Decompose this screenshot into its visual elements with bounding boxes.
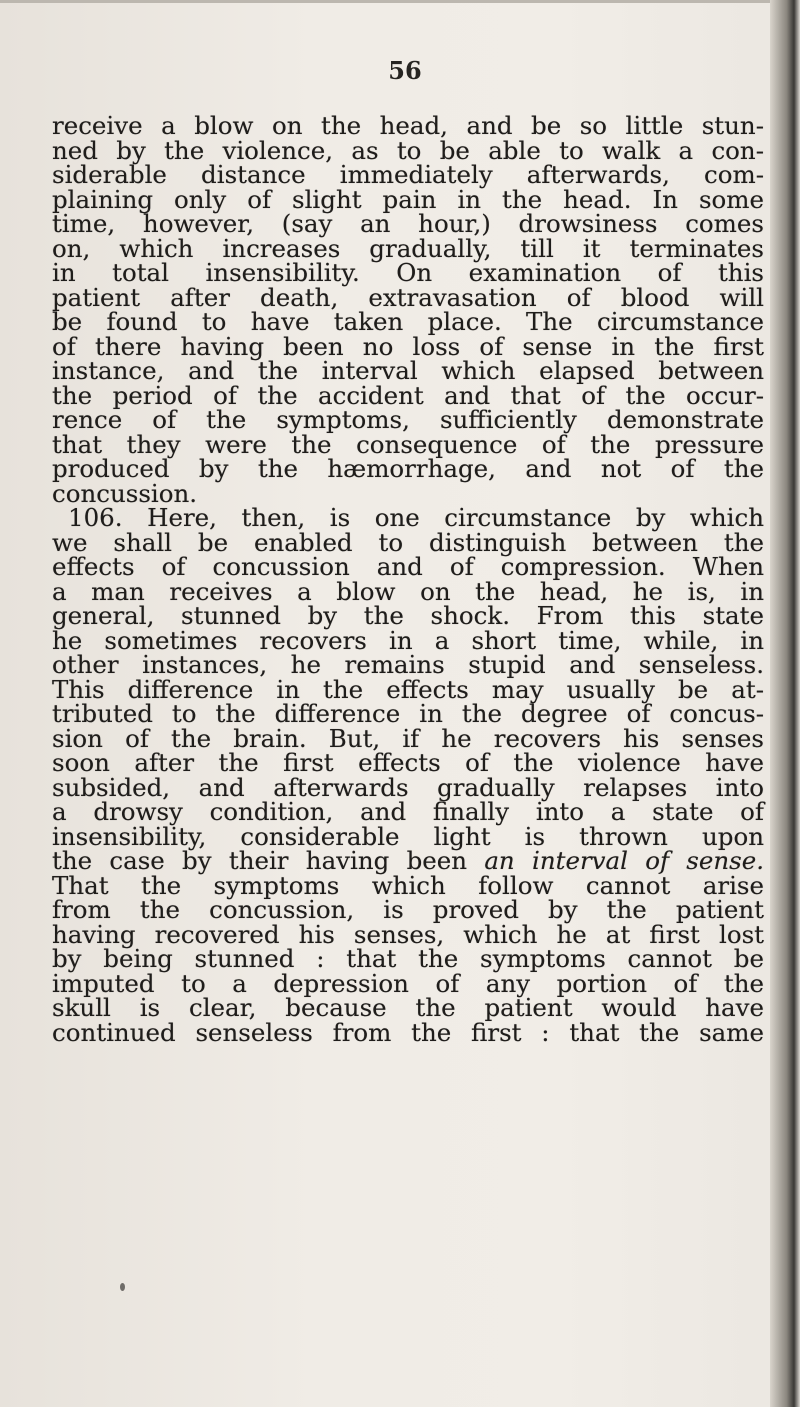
text-line: subsided, and afterwards gradually relapses into (52, 772, 764, 802)
text-line: ned by the violence, as to be able to walk a con- (52, 135, 764, 165)
text-line: continued senseless from the first : that the same (52, 1017, 764, 1047)
text-line: he sometimes recovers in a short time, while, in (52, 625, 764, 655)
italic-phrase: an interval of sense. (484, 846, 764, 875)
text-line: in total insensibility. On examination of this (52, 258, 764, 287)
text-line: That the symptoms which follow cannot arise (52, 870, 764, 900)
text-line: tributed to the difference in the degree of concus- (52, 699, 764, 728)
text-line: patient after death, extravasation of blood will (52, 282, 764, 312)
text-line: produced by the hæmorrhage, and not of the (52, 454, 764, 483)
text-line: effects of concussion and of compression. When (52, 552, 764, 581)
text-line: plaining only of slight pain in the head. In some (52, 184, 764, 214)
text-line: the period of the accident and that of the occur- (52, 380, 764, 410)
section-number: 106. (68, 503, 123, 532)
text-line: This difference in the effects may usually be at- (52, 674, 764, 704)
page-number: 56 (388, 56, 422, 85)
text-line: having recovered his senses, which he at first lost (52, 919, 764, 949)
text-line: a man receives a blow on the head, he is, in (52, 576, 764, 606)
ink-speck (120, 1283, 125, 1291)
text-line: on, which increases gradually, till it terminates (52, 233, 764, 263)
text-line: other instances, he remains stupid and senseless. (52, 650, 764, 679)
text-line: that they were the consequence of the pressure (52, 429, 764, 459)
text-line: by being stunned : that the symptoms cannot be (52, 944, 764, 973)
body-text (52, 111, 764, 1047)
text-line: insensibility, considerable light is thrown upon (52, 821, 764, 851)
text-line: skull is clear, because the patient would have (52, 993, 764, 1022)
text-line: general, stunned by the shock. From this state (52, 601, 764, 630)
page-binding-edge (770, 0, 800, 1407)
text-line: of there having been no loss of sense in the first (52, 331, 764, 361)
text-line: soon after the first effects of the violence have (52, 748, 764, 777)
text-line: imputed to a depression of any portion of the (52, 968, 764, 998)
page-top-edge (0, 0, 800, 3)
text-line: from the concussion, is proved by the patient (52, 895, 764, 924)
section-first-line (52, 503, 764, 532)
text-line: receive a blow on the head, and be so little stun- (52, 111, 764, 140)
text-line: the case by their having been (52, 846, 468, 875)
text-line: siderable distance immediately afterwards, com- (52, 160, 764, 189)
text-line: a drowsy condition, and finally into a state of (52, 797, 764, 826)
text-line: instance, and the interval which elapsed between (52, 356, 764, 385)
text-line: we shall be enabled to distinguish between the (52, 527, 764, 557)
text-line: sion of the brain. But, if he recovers his senses (52, 723, 764, 753)
text-line: time, however, (say an hour,) drowsiness comes (52, 209, 764, 238)
text-line: concussion. (52, 478, 198, 508)
italic-line (52, 846, 764, 875)
text-line: rence of the symptoms, sufficiently demonstrate (52, 405, 764, 434)
text-line: be found to have taken place. The circumstance (52, 307, 764, 336)
text-line: Here, then, is one circumstance by which (147, 503, 764, 532)
